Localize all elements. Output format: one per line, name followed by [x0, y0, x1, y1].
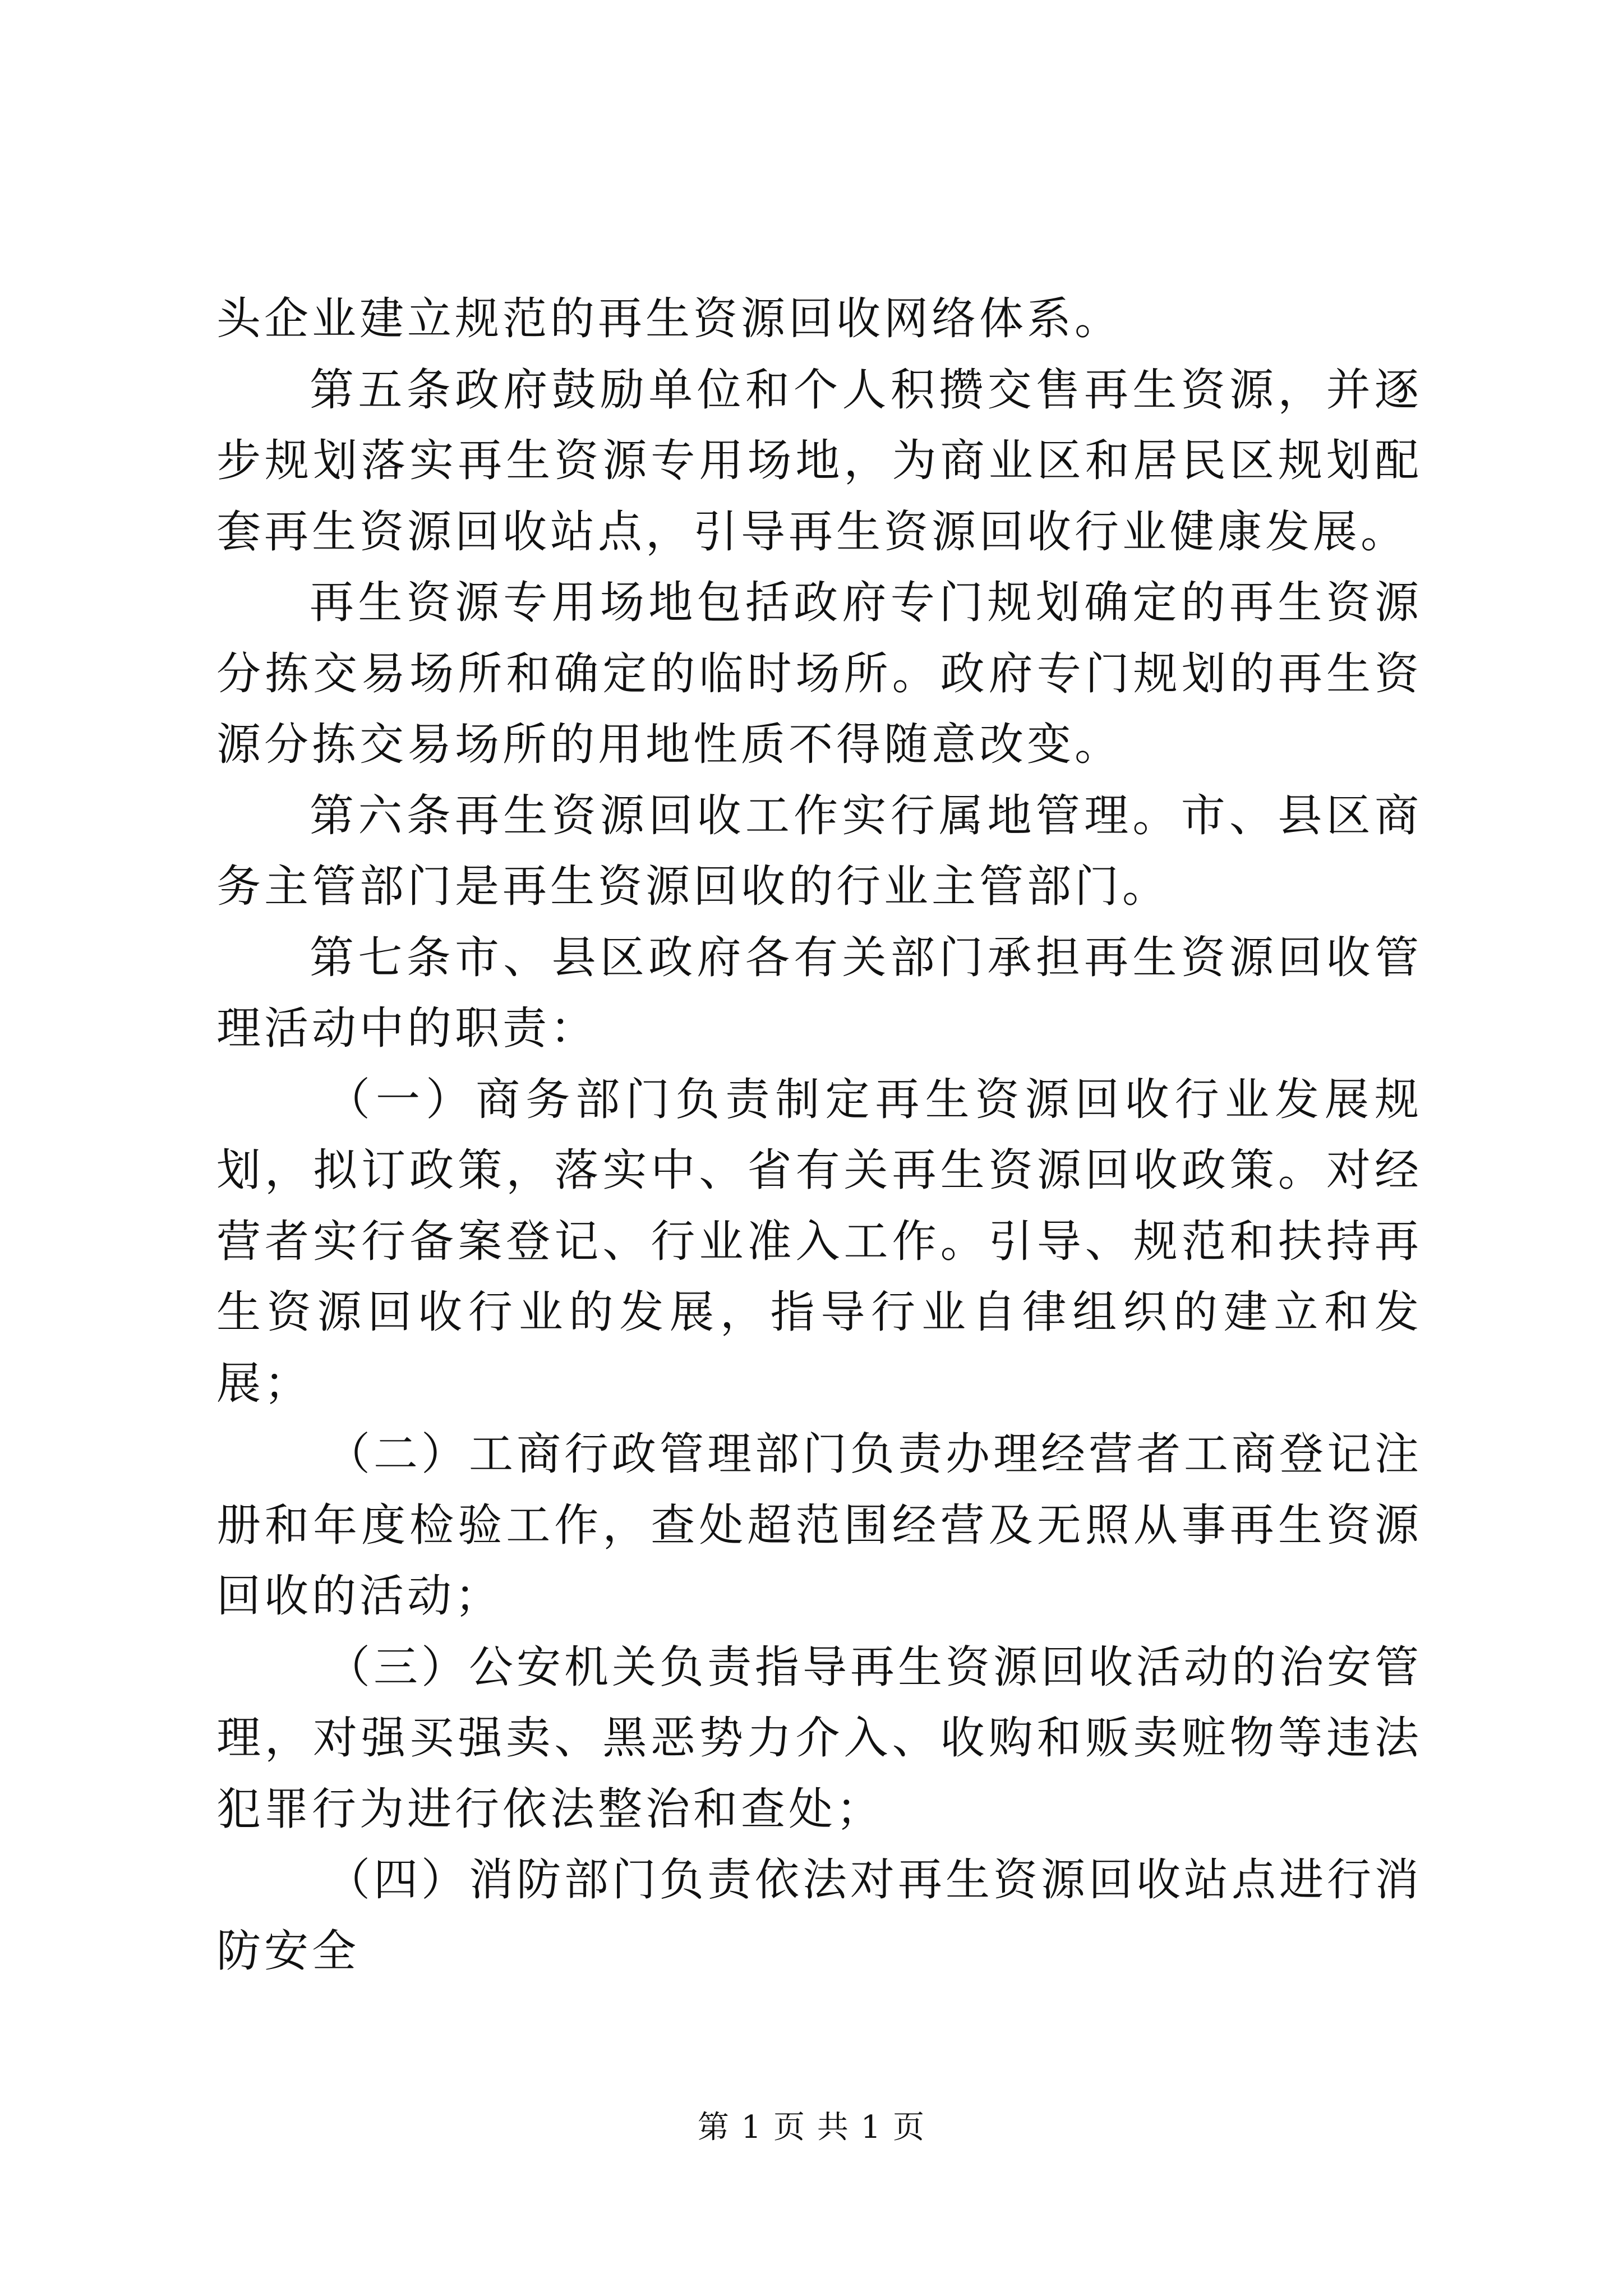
document-body [216, 283, 1422, 1986]
paragraph-item-1: （一）商务部门负责制定再生资源回收行业发展规划，拟订政策，落实中、省有关再生资源回收政策。对经营者实行备案登记、行业准入工作。引导、规范和扶持再生资源回收行业的发展，指导行业自律组织的建立和发展； [216, 1073, 1422, 1409]
paragraph-item-3: （三）公安机关负责指导再生资源回收活动的治安管理，对强买强卖、黑恶势力介入、收购和贩卖赃物等违法犯罪行为进行依法整治和查处； [216, 1641, 1422, 1835]
paragraph-article-5: 第五条政府鼓励单位和个人积攒交售再生资源，并逐步规划落实再生资源专用场地，为商业区和居民区规划配套再生资源回收站点，引导再生资源回收行业健康发展。 [216, 364, 1422, 558]
paragraph-dedicated-sites: 再生资源专用场地包括政府专门规划确定的再生资源分拣交易场所和确定的临时场所。政府专门规划的再生资源分拣交易场所的用地性质不得随意改变。 [216, 577, 1422, 770]
paragraph-article-7: 第七条市、县区政府各有关部门承担再生资源回收管理活动中的职责： [216, 931, 1422, 1054]
paragraph-item-4: （四）消防部门负责依法对再生资源回收站点进行消防安全 [216, 1854, 1422, 1977]
page-number: 第 1 页 共 1 页 [697, 2109, 926, 2146]
paragraph-item-2: （二）工商行政管理部门负责办理经营者工商登记注册和年度检验工作，查处超范围经营及无照从事再生资源回收的活动； [216, 1428, 1422, 1622]
paragraph-continuation: 头企业建立规范的再生资源回收网络体系。 [216, 293, 1122, 344]
paragraph-article-6: 第六条再生资源回收工作实行属地管理。市、县区商务主管部门是再生资源回收的行业主管部门。 [216, 789, 1422, 912]
page-footer [0, 2108, 1623, 2147]
